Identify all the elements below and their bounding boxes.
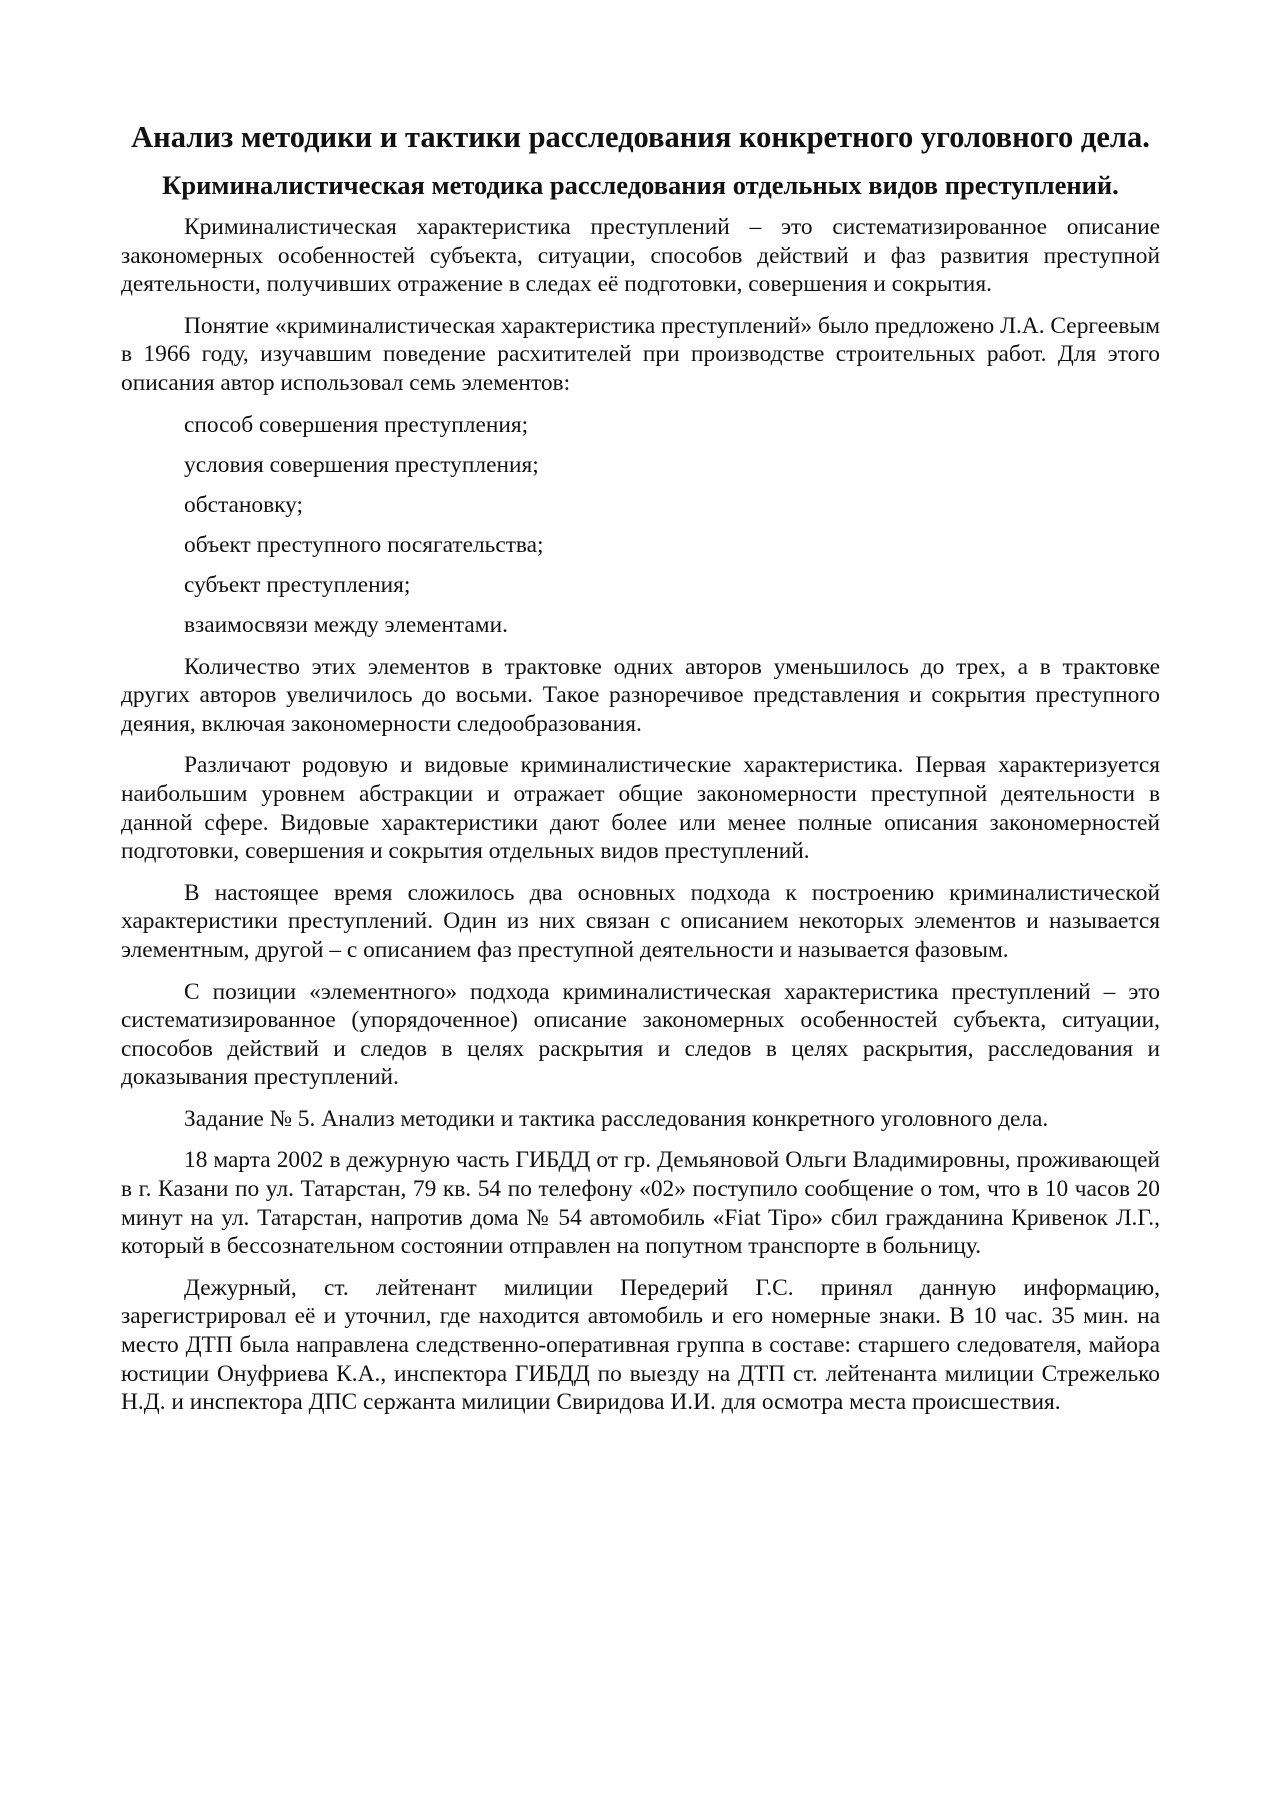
list-item: обстановку; — [184, 491, 304, 518]
paragraph-element-count: Количество этих элементов в трактовке одних авторов уменьшилось до трех, а в трактовке других авторов увеличилось до восьми. Такое разноречивое представления и сокрытия преступного деяния, включая закономерности следообразования. — [121, 653, 1160, 737]
element-list — [121, 411, 1160, 640]
paragraph-investigation-group: Дежурный, ст. лейтенант милиции Передерий Г.С. принял данную информацию, зарегистрировал её и уточнил, где находится автомобиль и его номерные знаки. В 10 час. 35 мин. на место ДТП была направлена следственно-оперативная группа в составе: старшего следователя, майора юстиции Онуфриева К.А., инспектора ГИБДД по выезду на ДТП ст. лейтенанта милиции Стрежелько Н.Д. и инспектора ДПС сержанта милиции Свиридова И.И. для осмотра места происшествия. — [121, 1274, 1160, 1416]
list-item: объект преступного посягательства; — [184, 531, 544, 558]
paragraph-approaches: В настоящее время сложилось два основных подхода к построению криминалистической характеристики преступлений. Один из них связан с описанием некоторых элементов и называется элементным, другой – с описанием фаз преступной деятельности и называется фазовым. — [121, 879, 1160, 963]
paragraph-element-approach: С позиции «элементного» подхода криминалистическая характеристика преступлений – это систематизированное (упорядоченное) описание закономерных особенностей субъекта, ситуации, способов действий и следов в целях раскрытия и следов в целях раскрытия, расследования и доказывания преступлений. — [121, 978, 1160, 1091]
paragraph-definition: Криминалистическая характеристика преступлений – это систематизированное описание закономерных особенностей субъекта, ситуации, способов действий и фаз развития преступной деятельности, получивших отражение в следах её подготовки, совершения и сокрытия. — [121, 214, 1160, 298]
list-item: способ совершения преступления; — [184, 411, 529, 438]
paragraph-characteristic-types: Различают родовую и видовые криминалистические характеристика. Первая характеризуется наибольшим уровнем абстракции и отражает общие закономерности преступной деятельности в данной сфере. Видовые характеристики дают более или менее полные описания закономерностей подготовки, совершения и сокрытия отдельных видов преступлений. — [121, 752, 1160, 865]
paragraph-concept-origin: Понятие «криминалистическая характеристика преступлений» было предложено Л.А. Сергеевым в 1966 году, изучавшим поведение расхитителей при производстве строительных работ. Для этого описания автор использовал семь элементов: — [121, 312, 1160, 396]
document-title: Анализ методики и тактики расследования конкретного уголовного дела. — [131, 120, 1150, 154]
document-subtitle: Криминалистическая методика расследования отдельных видов преступлений. — [162, 170, 1119, 200]
paragraph-incident-report: 18 марта 2002 в дежурную часть ГИБДД от гр. Демьяновой Ольги Владимировны, проживающей в г. Казани по ул. Татарстан, 79 кв. 54 по телефону «02» поступило сообщение о том, что в 10 часов 20 минут на ул. Татарстан, напротив дома № 54 автомобиль «Fiat Tipo» сбил гражданина Кривенок Л.Г., который в бессознательном состоянии отправлен на попутном транспорте в больницу. — [121, 1147, 1160, 1260]
paragraph-task-heading: Задание № 5. Анализ методики и тактика расследования конкретного уголовного дела. — [184, 1105, 1049, 1132]
list-item: условия совершения преступления; — [184, 451, 539, 478]
document-body — [121, 120, 1160, 1417]
list-item: субъект преступления; — [184, 571, 411, 598]
list-item: взаимосвязи между элементами. — [184, 611, 508, 638]
